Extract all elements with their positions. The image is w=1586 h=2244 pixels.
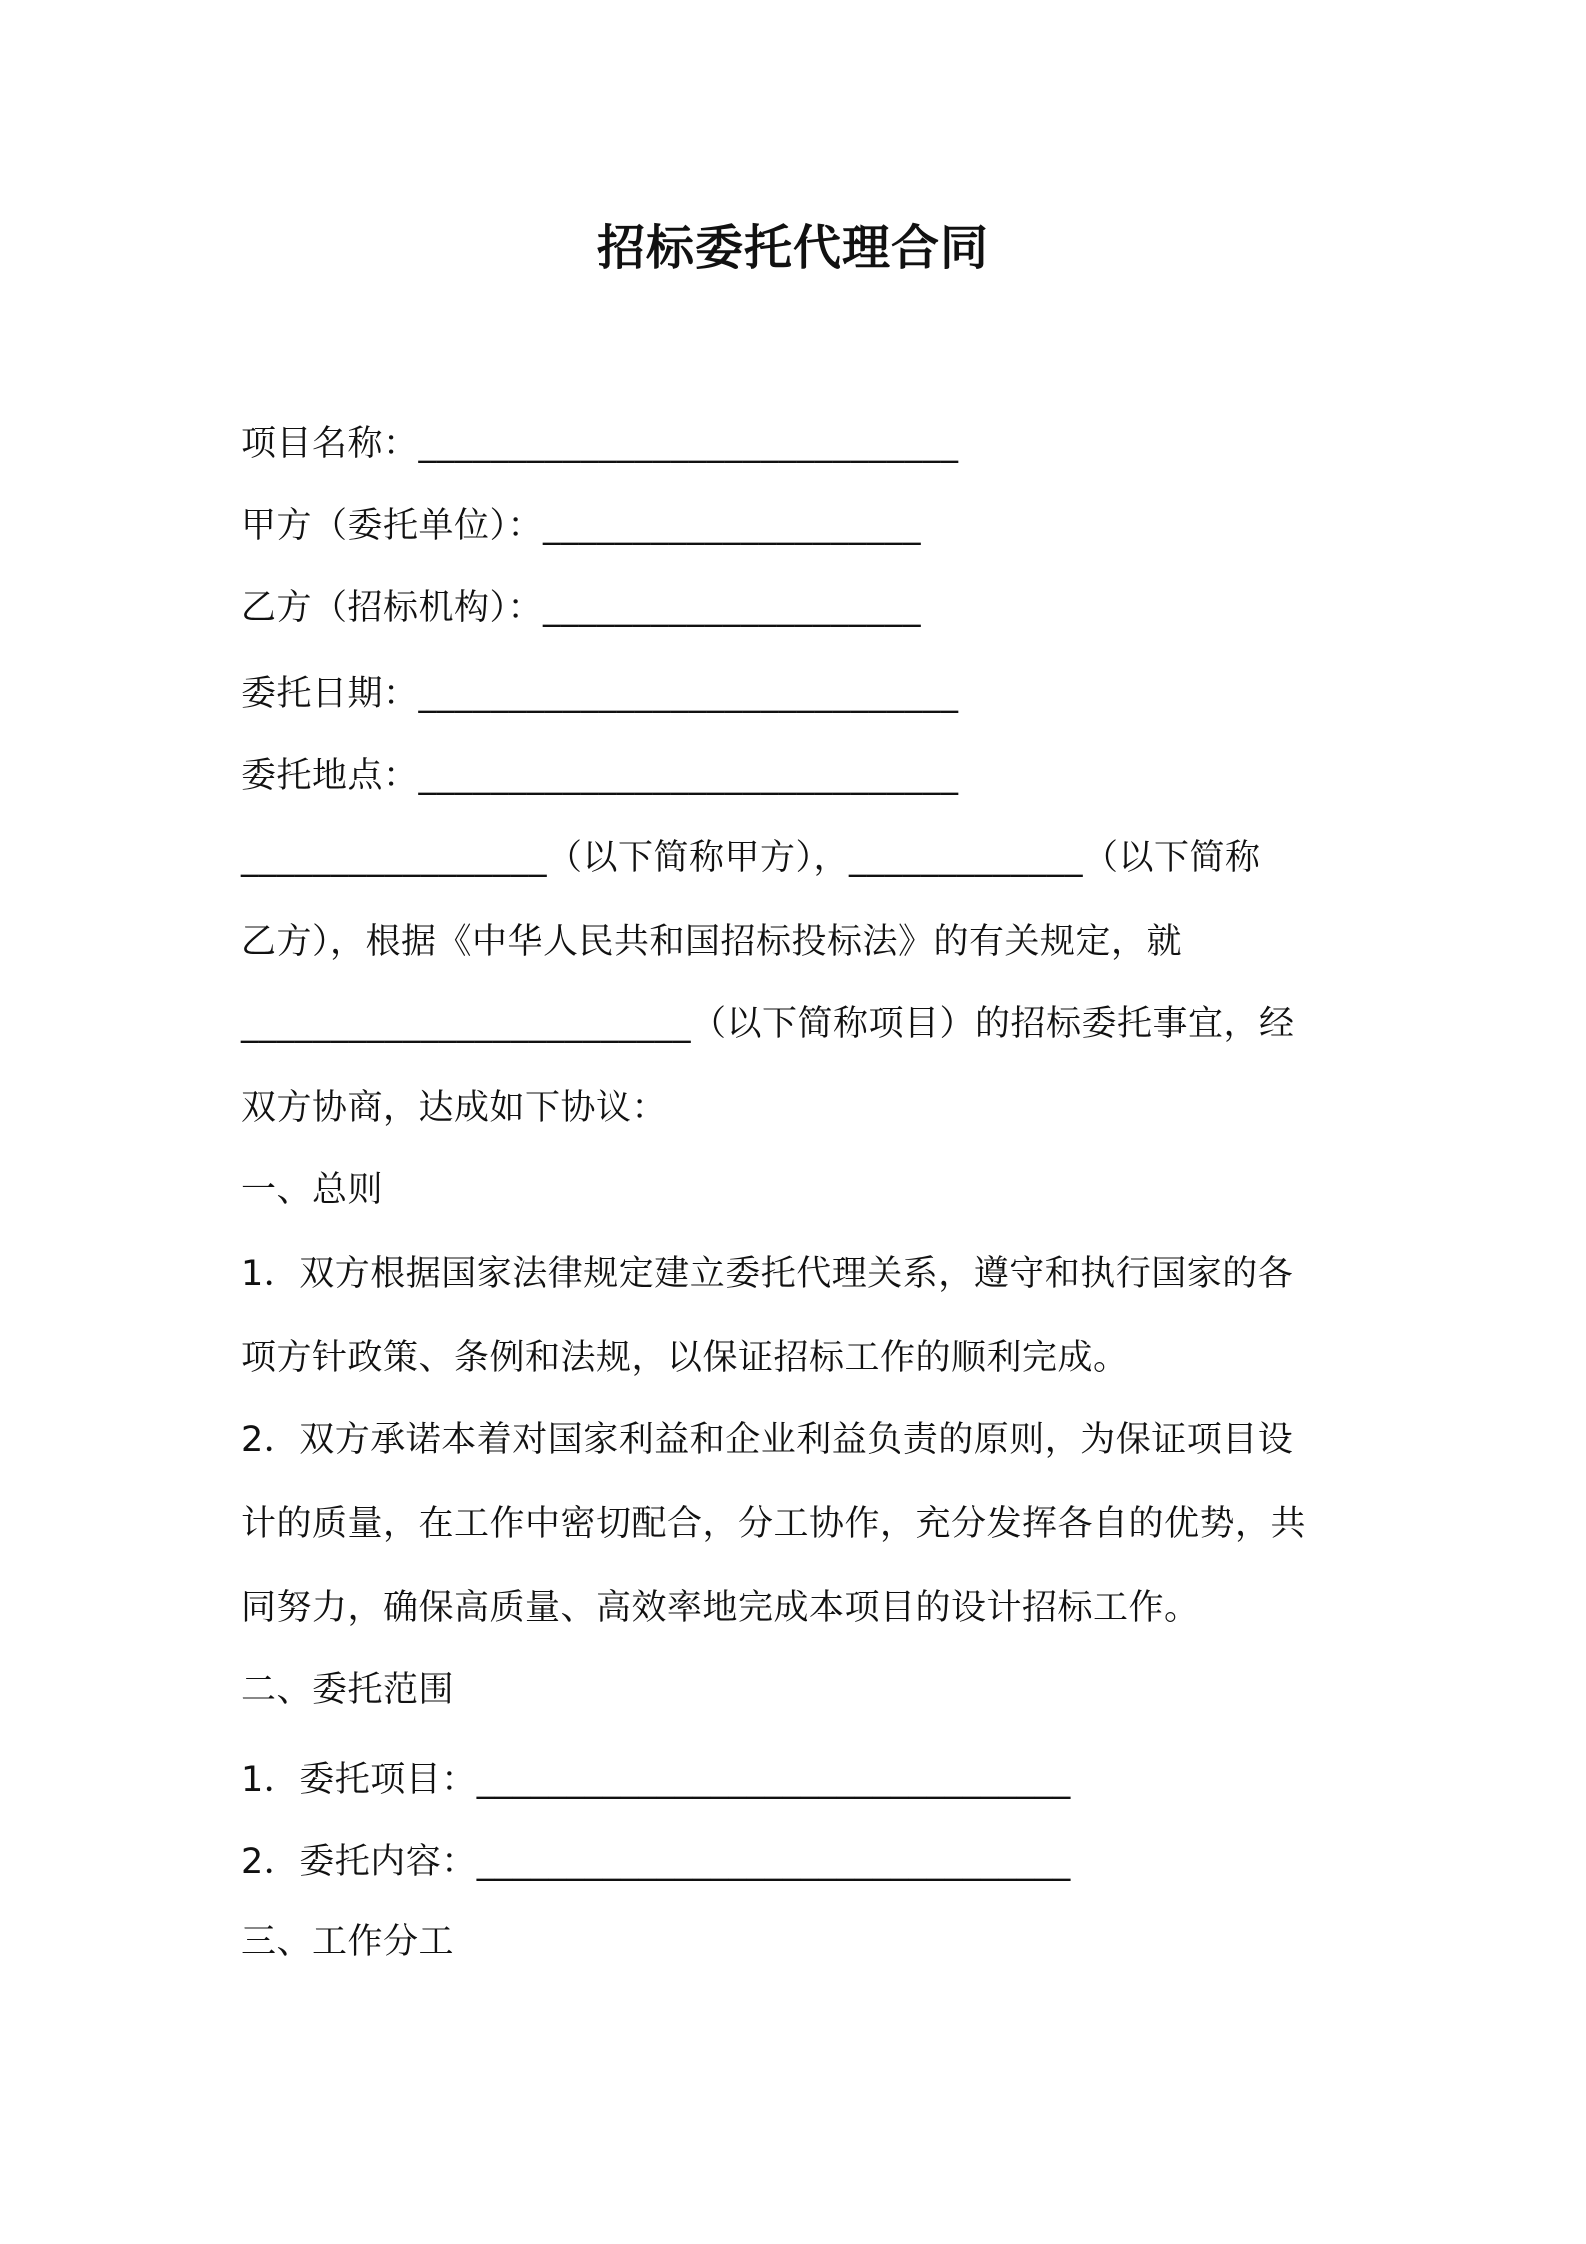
intro-line-3: _________________________（以下简称项目）的招标委托事宜，经 <box>241 1004 1295 1044</box>
intro-line-2: 乙方），根据《中华人民共和国招标投标法》的有关规定，就 <box>241 922 1183 962</box>
field-project-name: 项目名称：______________________________ <box>241 424 959 464</box>
section-1-line: 同努力，确保高质量、高效率地完成本项目的设计招标工作。 <box>241 1588 1200 1628</box>
section-1-line: 1．双方根据国家法律规定建立委托代理关系，遵守和执行国家的各 <box>241 1254 1294 1294</box>
field-party-a: 甲方（委托单位）：_____________________ <box>241 506 922 546</box>
section-2-heading: 二、委托范围 <box>241 1670 455 1710</box>
section-1-line: 2．双方承诺本着对国家利益和企业利益负责的原则，为保证项目设 <box>241 1420 1294 1460</box>
section-3-heading: 三、工作分工 <box>241 1922 455 1962</box>
section-1-line: 计的质量，在工作中密切配合，分工协作，充分发挥各自的优势，共 <box>241 1504 1307 1544</box>
intro-line-4: 双方协商，达成如下协议： <box>241 1088 668 1128</box>
field-place: 委托地点：______________________________ <box>241 756 959 796</box>
field-party-b: 乙方（招标机构）：_____________________ <box>241 588 922 628</box>
section-1-line: 项方针政策、条例和法规，以保证招标工作的顺利完成。 <box>241 1338 1129 1378</box>
section-1-heading: 一、总则 <box>241 1170 384 1210</box>
section-2-line: 2．委托内容：_________________________________ <box>241 1842 1071 1882</box>
field-date: 委托日期：______________________________ <box>241 674 959 714</box>
section-2-line: 1．委托项目：_________________________________ <box>241 1760 1071 1800</box>
document-title: 招标委托代理合同 <box>596 220 989 276</box>
intro-line-1: _________________（以下简称甲方），_____________（以下简称 <box>241 838 1261 878</box>
